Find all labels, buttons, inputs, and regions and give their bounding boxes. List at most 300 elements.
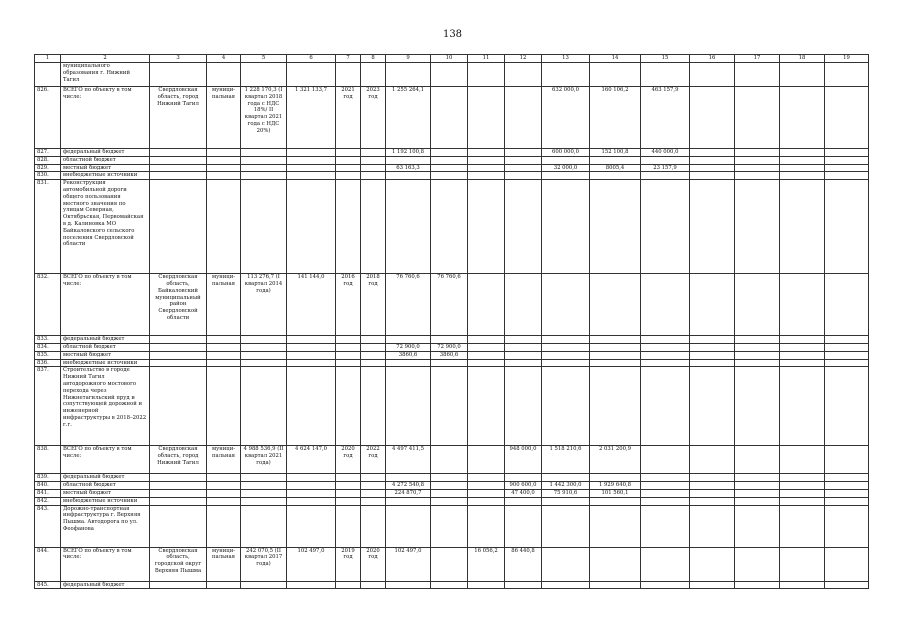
end-year-cell — [361, 359, 386, 367]
start-year-cell — [336, 180, 361, 274]
row-number-cell: 834. — [35, 343, 61, 351]
start-year-cell — [336, 164, 361, 172]
ownership-cell: муници-пальная — [207, 547, 241, 581]
col-17-cell — [735, 274, 780, 336]
start-year-cell: 2020 год — [336, 446, 361, 474]
total-funding-cell: 224 870,7 — [386, 489, 431, 497]
column-number-13: 13 — [542, 55, 590, 63]
total-funding-cell — [386, 336, 431, 344]
funding-2021-cell — [542, 505, 590, 547]
location-cell — [150, 180, 207, 274]
end-year-cell — [361, 482, 386, 490]
col-16-cell — [690, 336, 735, 344]
end-year-cell — [361, 489, 386, 497]
funding-2019-cell — [468, 149, 505, 157]
col-19-cell — [825, 497, 869, 505]
object-name-cell: Дорожно-транспортная инфраструктура г. Верхняя Пышма. Автодорога по ул. Феофанова — [61, 505, 150, 547]
total-funding-cell — [386, 474, 431, 482]
funding-2022-cell — [590, 505, 641, 547]
funding-2023-cell — [641, 367, 690, 446]
col-19-cell — [825, 149, 869, 157]
col-18-cell — [780, 164, 825, 172]
object-name-cell: федеральный бюджет — [61, 581, 150, 589]
funding-2021-cell — [542, 497, 590, 505]
funding-2023-cell — [641, 489, 690, 497]
funding-2019-cell — [468, 581, 505, 589]
funding-2020-cell — [505, 156, 542, 164]
funding-2020-cell: 900 600,0 — [505, 482, 542, 490]
col-18-cell — [780, 359, 825, 367]
location-cell — [150, 505, 207, 547]
end-year-cell — [361, 164, 386, 172]
total-funding-cell: 4 272 540,8 — [386, 482, 431, 490]
end-year-cell — [361, 343, 386, 351]
col-18-cell — [780, 474, 825, 482]
funding-2021-cell — [542, 172, 590, 180]
funding-2016-cell — [431, 505, 468, 547]
funding-2021-cell: 632 000,0 — [542, 87, 590, 149]
column-number-17: 17 — [735, 55, 780, 63]
location-cell — [150, 63, 207, 87]
funding-2023-cell — [641, 581, 690, 589]
total-funding-cell — [386, 367, 431, 446]
col-17-cell — [735, 497, 780, 505]
total-funding-cell — [386, 359, 431, 367]
funding-2023-cell — [641, 274, 690, 336]
column-number-9: 9 — [386, 55, 431, 63]
col-17-cell — [735, 180, 780, 274]
row-number-cell: 835. — [35, 351, 61, 359]
estimated-cost-cell — [241, 489, 287, 497]
start-year-cell — [336, 172, 361, 180]
planned-cost-cell — [287, 489, 336, 497]
col-16-cell — [690, 343, 735, 351]
row-number-cell — [35, 63, 61, 87]
estimated-cost-cell — [241, 359, 287, 367]
start-year-cell — [336, 482, 361, 490]
funding-2019-cell — [468, 274, 505, 336]
funding-2023-cell — [641, 446, 690, 474]
col-19-cell — [825, 274, 869, 336]
planned-cost-cell — [287, 351, 336, 359]
funding-2020-cell: 47 400,0 — [505, 489, 542, 497]
funding-2021-cell — [542, 351, 590, 359]
col-19-cell — [825, 172, 869, 180]
col-16-cell — [690, 156, 735, 164]
funding-2019-cell — [468, 156, 505, 164]
col-17-cell — [735, 172, 780, 180]
end-year-cell: 2022 год — [361, 446, 386, 474]
estimated-cost-cell — [241, 505, 287, 547]
funding-2021-cell — [542, 367, 590, 446]
funding-2022-cell — [590, 180, 641, 274]
col-16-cell — [690, 274, 735, 336]
table-row — [35, 172, 869, 180]
funding-2019-cell — [468, 474, 505, 482]
funding-2021-cell — [542, 474, 590, 482]
table-row — [35, 474, 869, 482]
funding-2016-cell — [431, 547, 468, 581]
funding-2021-cell: 75 910,6 — [542, 489, 590, 497]
col-16-cell — [690, 164, 735, 172]
end-year-cell — [361, 63, 386, 87]
col-17-cell — [735, 489, 780, 497]
column-number-4: 4 — [207, 55, 241, 63]
object-name-cell: областной бюджет — [61, 482, 150, 490]
total-funding-cell — [386, 63, 431, 87]
funding-2022-cell: 160 106,2 — [590, 87, 641, 149]
location-cell — [150, 164, 207, 172]
column-number-10: 10 — [431, 55, 468, 63]
funding-2019-cell — [468, 359, 505, 367]
funding-2020-cell — [505, 172, 542, 180]
ownership-cell — [207, 164, 241, 172]
funding-2016-cell — [431, 367, 468, 446]
location-cell: Свердловская область, Байкаловский муниципальный район Свердловской области — [150, 274, 207, 336]
funding-2021-cell — [542, 343, 590, 351]
location-cell — [150, 343, 207, 351]
funding-2022-cell — [590, 274, 641, 336]
funding-2020-cell — [505, 149, 542, 157]
col-19-cell — [825, 351, 869, 359]
estimated-cost-cell: 242 070,5 (II квартал 2017 года) — [241, 547, 287, 581]
location-cell — [150, 581, 207, 589]
funding-2016-cell — [431, 482, 468, 490]
funding-2016-cell — [431, 359, 468, 367]
estimated-cost-cell — [241, 180, 287, 274]
estimated-cost-cell — [241, 156, 287, 164]
object-name-cell: федеральный бюджет — [61, 149, 150, 157]
start-year-cell — [336, 343, 361, 351]
col-18-cell — [780, 489, 825, 497]
planned-cost-cell — [287, 359, 336, 367]
estimated-cost-cell — [241, 343, 287, 351]
funding-2020-cell — [505, 180, 542, 274]
object-name-cell: ВСЕГО по объекту в том числе: — [61, 87, 150, 149]
planned-cost-cell — [287, 156, 336, 164]
estimated-cost-cell — [241, 172, 287, 180]
funding-2020-cell — [505, 497, 542, 505]
funding-2020-cell — [505, 351, 542, 359]
funding-2016-cell — [431, 446, 468, 474]
col-18-cell — [780, 180, 825, 274]
row-number-cell: 833. — [35, 336, 61, 344]
row-number-cell: 829. — [35, 164, 61, 172]
estimated-cost-cell — [241, 497, 287, 505]
funding-2023-cell — [641, 156, 690, 164]
funding-2021-cell — [542, 63, 590, 87]
planned-cost-cell: 102 497,0 — [287, 547, 336, 581]
planned-cost-cell — [287, 497, 336, 505]
start-year-cell — [336, 351, 361, 359]
funding-2020-cell — [505, 63, 542, 87]
funding-2016-cell — [431, 149, 468, 157]
funding-2022-cell — [590, 336, 641, 344]
table-row — [35, 63, 869, 87]
col-17-cell — [735, 149, 780, 157]
col-18-cell — [780, 63, 825, 87]
col-19-cell — [825, 482, 869, 490]
funding-2016-cell — [431, 336, 468, 344]
col-19-cell — [825, 336, 869, 344]
ownership-cell — [207, 63, 241, 87]
col-17-cell — [735, 367, 780, 446]
funding-2020-cell — [505, 343, 542, 351]
column-number-18: 18 — [780, 55, 825, 63]
col-19-cell — [825, 180, 869, 274]
location-cell: Свердловская область, город Нижний Тагил — [150, 87, 207, 149]
end-year-cell — [361, 351, 386, 359]
table-row — [35, 489, 869, 497]
col-16-cell — [690, 547, 735, 581]
location-cell: Свердловская область, город Нижний Тагил — [150, 446, 207, 474]
funding-2021-cell: 1 518 210,6 — [542, 446, 590, 474]
end-year-cell: 2023 год — [361, 87, 386, 149]
start-year-cell: 2016 год — [336, 274, 361, 336]
col-16-cell — [690, 367, 735, 446]
planned-cost-cell — [287, 367, 336, 446]
col-18-cell — [780, 149, 825, 157]
object-name-cell: ВСЕГО по объекту в том числе: — [61, 274, 150, 336]
col-19-cell — [825, 63, 869, 87]
funding-2021-cell — [542, 180, 590, 274]
ownership-cell — [207, 149, 241, 157]
ownership-cell — [207, 359, 241, 367]
funding-2019-cell — [468, 164, 505, 172]
col-17-cell — [735, 505, 780, 547]
total-funding-cell — [386, 172, 431, 180]
total-funding-cell: 1 192 100,8 — [386, 149, 431, 157]
col-16-cell — [690, 180, 735, 274]
funding-2023-cell — [641, 63, 690, 87]
ownership-cell — [207, 497, 241, 505]
planned-cost-cell: 141 144,0 — [287, 274, 336, 336]
funding-2022-cell: 2 031 200,9 — [590, 446, 641, 474]
funding-2022-cell — [590, 156, 641, 164]
funding-2019-cell — [468, 336, 505, 344]
start-year-cell: 2019 год — [336, 547, 361, 581]
funding-2016-cell: 72 900,0 — [431, 343, 468, 351]
ownership-cell — [207, 489, 241, 497]
row-number-cell: 843. — [35, 505, 61, 547]
ownership-cell — [207, 172, 241, 180]
funding-2023-cell — [641, 482, 690, 490]
start-year-cell — [336, 367, 361, 446]
col-16-cell — [690, 351, 735, 359]
funding-2016-cell — [431, 156, 468, 164]
funding-2023-cell — [641, 359, 690, 367]
planned-cost-cell — [287, 336, 336, 344]
table-row — [35, 446, 869, 474]
total-funding-cell: 76 760,6 — [386, 274, 431, 336]
ownership-cell — [207, 505, 241, 547]
total-funding-cell: 102 497,0 — [386, 547, 431, 581]
col-17-cell — [735, 156, 780, 164]
funding-2019-cell: 16 056,2 — [468, 547, 505, 581]
location-cell — [150, 359, 207, 367]
total-funding-cell — [386, 581, 431, 589]
col-16-cell — [690, 172, 735, 180]
object-name-cell: Строительство в городе Нижний Тагил автодорожного мостового перехода через Нижнетагильский пруд и сопутствующей дорожной и инженерной инфраструктуры в 2018–2022 г.г. — [61, 367, 150, 446]
col-19-cell — [825, 367, 869, 446]
col-16-cell — [690, 505, 735, 547]
col-16-cell — [690, 482, 735, 490]
col-19-cell — [825, 87, 869, 149]
end-year-cell — [361, 497, 386, 505]
col-18-cell — [780, 367, 825, 446]
col-18-cell — [780, 581, 825, 589]
location-cell — [150, 149, 207, 157]
ownership-cell: муници-пальная — [207, 274, 241, 336]
object-name-cell: местный бюджет — [61, 489, 150, 497]
funding-2022-cell — [590, 474, 641, 482]
column-number-8: 8 — [361, 55, 386, 63]
column-number-7: 7 — [336, 55, 361, 63]
col-19-cell — [825, 581, 869, 589]
row-number-cell: 827. — [35, 149, 61, 157]
start-year-cell — [336, 63, 361, 87]
planned-cost-cell — [287, 482, 336, 490]
funding-2019-cell — [468, 180, 505, 274]
funding-2023-cell — [641, 336, 690, 344]
table-row — [35, 164, 869, 172]
object-name-cell: местный бюджет — [61, 351, 150, 359]
col-19-cell — [825, 547, 869, 581]
row-number-cell: 838. — [35, 446, 61, 474]
end-year-cell — [361, 367, 386, 446]
col-17-cell — [735, 474, 780, 482]
row-number-cell: 839. — [35, 474, 61, 482]
table-row — [35, 351, 869, 359]
funding-2016-cell — [431, 581, 468, 589]
funding-2021-cell: 1 442 300,0 — [542, 482, 590, 490]
funding-2019-cell — [468, 446, 505, 474]
col-17-cell — [735, 446, 780, 474]
col-19-cell — [825, 505, 869, 547]
start-year-cell — [336, 336, 361, 344]
ownership-cell — [207, 156, 241, 164]
col-17-cell — [735, 164, 780, 172]
funding-2021-cell: 600 000,0 — [542, 149, 590, 157]
funding-2022-cell: 152 100,8 — [590, 149, 641, 157]
row-number-cell: 840. — [35, 482, 61, 490]
planned-cost-cell: 4 624 147,0 — [287, 446, 336, 474]
start-year-cell — [336, 474, 361, 482]
planned-cost-cell — [287, 505, 336, 547]
ownership-cell — [207, 180, 241, 274]
ownership-cell — [207, 581, 241, 589]
table-row — [35, 581, 869, 589]
funding-2023-cell: 23 157,9 — [641, 164, 690, 172]
planned-cost-cell — [287, 172, 336, 180]
planned-cost-cell — [287, 343, 336, 351]
estimated-cost-cell — [241, 367, 287, 446]
estimated-cost-cell — [241, 63, 287, 87]
table-row — [35, 359, 869, 367]
funding-2023-cell — [641, 343, 690, 351]
start-year-cell — [336, 489, 361, 497]
col-18-cell — [780, 336, 825, 344]
funding-2022-cell — [590, 351, 641, 359]
end-year-cell — [361, 581, 386, 589]
funding-2023-cell — [641, 505, 690, 547]
column-number-3: 3 — [150, 55, 207, 63]
table-row — [35, 149, 869, 157]
column-number-16: 16 — [690, 55, 735, 63]
page-number: 138 — [442, 29, 463, 40]
funding-2022-cell — [590, 63, 641, 87]
total-funding-cell: 72 900,0 — [386, 343, 431, 351]
funding-2019-cell — [468, 367, 505, 446]
funding-2020-cell — [505, 336, 542, 344]
funding-2016-cell — [431, 180, 468, 274]
funding-2020-cell: 948 000,0 — [505, 446, 542, 474]
col-17-cell — [735, 351, 780, 359]
funding-2021-cell — [542, 359, 590, 367]
end-year-cell: 2020 год — [361, 547, 386, 581]
row-number-cell: 837. — [35, 367, 61, 446]
funding-2020-cell — [505, 274, 542, 336]
location-cell — [150, 489, 207, 497]
funding-2022-cell: 101 560,1 — [590, 489, 641, 497]
location-cell — [150, 336, 207, 344]
funding-2023-cell — [641, 172, 690, 180]
funding-2016-cell — [431, 489, 468, 497]
row-number-cell: 826. — [35, 87, 61, 149]
location-cell — [150, 367, 207, 446]
column-number-5: 5 — [241, 55, 287, 63]
ownership-cell — [207, 474, 241, 482]
col-16-cell — [690, 474, 735, 482]
col-17-cell — [735, 87, 780, 149]
estimated-cost-cell — [241, 164, 287, 172]
col-18-cell — [780, 87, 825, 149]
planned-cost-cell — [287, 63, 336, 87]
funding-2021-cell: 32 000,0 — [542, 164, 590, 172]
funding-2016-cell: 76 760,6 — [431, 274, 468, 336]
funding-2023-cell — [641, 351, 690, 359]
location-cell — [150, 474, 207, 482]
ownership-cell — [207, 482, 241, 490]
col-18-cell — [780, 172, 825, 180]
start-year-cell — [336, 497, 361, 505]
object-name-cell: внебюджетные источники — [61, 497, 150, 505]
planned-cost-cell — [287, 149, 336, 157]
location-cell: Свердловская область, городской округ Верхняя Пышма — [150, 547, 207, 581]
location-cell — [150, 497, 207, 505]
funding-2023-cell — [641, 474, 690, 482]
end-year-cell — [361, 156, 386, 164]
col-16-cell — [690, 497, 735, 505]
ownership-cell: муници-пальная — [207, 87, 241, 149]
table-row — [35, 87, 869, 149]
column-number-row — [35, 55, 869, 63]
funding-2022-cell — [590, 581, 641, 589]
column-number-11: 11 — [468, 55, 505, 63]
estimated-cost-cell — [241, 336, 287, 344]
funding-2021-cell — [542, 581, 590, 589]
funding-2016-cell — [431, 63, 468, 87]
column-number-2: 2 — [61, 55, 150, 63]
estimated-cost-cell — [241, 149, 287, 157]
funding-2016-cell — [431, 87, 468, 149]
estimated-cost-cell: 4 988 536,9 (II квартал 2021 года) — [241, 446, 287, 474]
object-name-cell: ВСЕГО по объекту в том числе: — [61, 547, 150, 581]
funding-2019-cell — [468, 505, 505, 547]
total-funding-cell: 4 497 411,5 — [386, 446, 431, 474]
funding-2022-cell — [590, 359, 641, 367]
end-year-cell — [361, 180, 386, 274]
